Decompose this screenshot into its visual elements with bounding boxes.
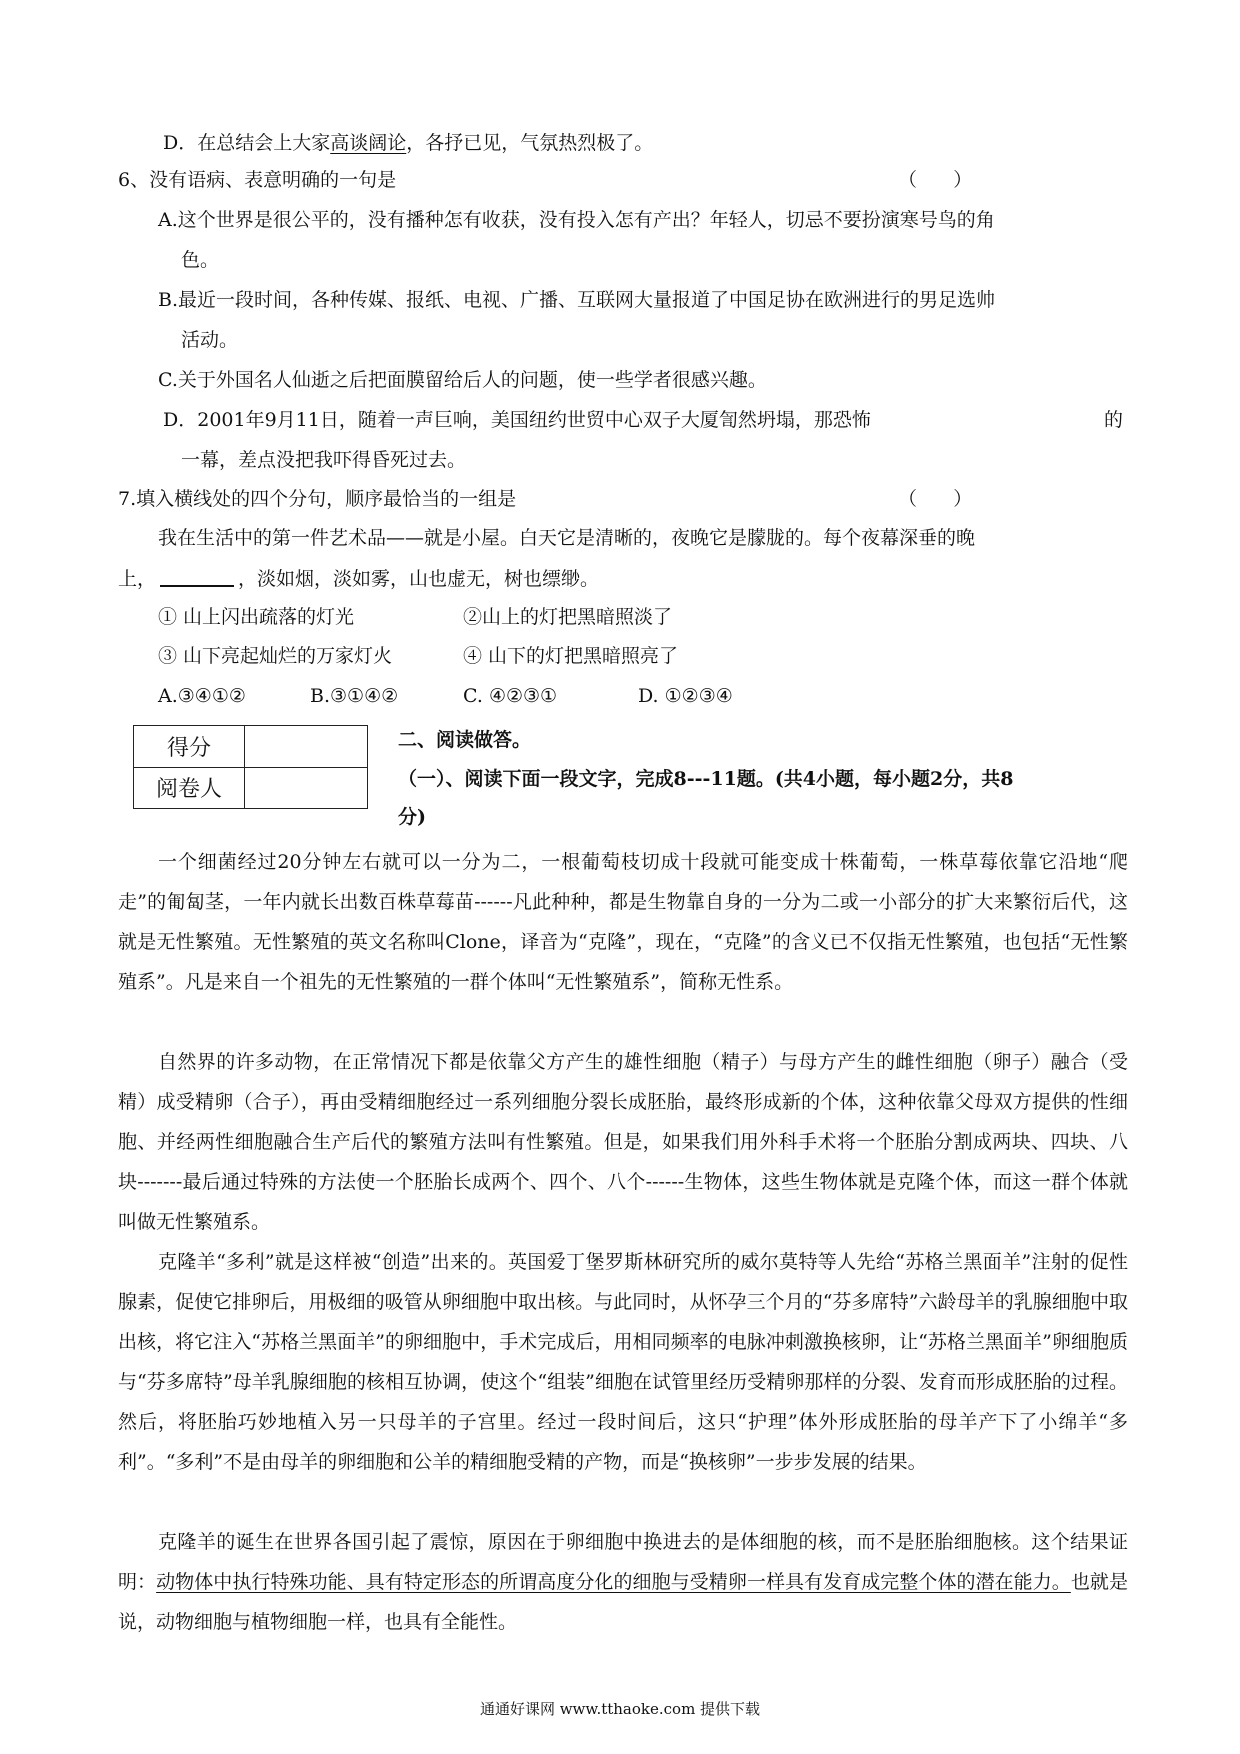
passage-paragraph-1: 一个细菌经过20分钟左右就可以一分为二，一根葡萄枝切成十段就可能变成十株葡萄，一株草莓依靠它沿地“爬走”的匍匐茎，一年内就长出数百株草莓苗------凡此种种，都是生物靠自身的一分为二或一小部分的扩大来繁衍后代，这就是无性繁殖。无性繁殖的英文名称叫Clone，译音为“克隆”，现在，“克隆”的含义已不仅指无性繁殖，也包括“无性繁殖系”。凡是来自一个祖先的无性繁殖的一群个体叫“无性繁殖系”，简称无性系。 — [118, 851, 1128, 993]
passage-paragraph-4 — [118, 1522, 1128, 1642]
q5-option-d — [163, 128, 653, 158]
q6-option-a-line1: A.这个世界是很公平的，没有播种怎有收获，没有投入怎有产出？年轻人，切忌不要扮演寒号鸟的角 — [158, 209, 995, 231]
q6-option-d-line1-end: 的 — [1104, 409, 1124, 431]
q6-option-d-line2: 一幕，差点没把我吓得昏死过去。 — [181, 449, 467, 471]
q6-option-a-line2: 色。 — [181, 249, 220, 271]
q7-stem: 7.填入横线处的四个分句，顺序最恰当的一组是 — [118, 488, 517, 510]
q6-option-b-line2: 活动。 — [181, 329, 239, 351]
grader-label: 阅卷人 — [134, 767, 245, 809]
passage-p4-underlined: 动物体中执行特殊功能、具有特定形态的所谓高度分化的细胞与受精卵一样具有发育成完整个体的潜在能力。 — [156, 1571, 1071, 1593]
q7-choice-a: A.③④①② — [158, 685, 246, 707]
q6-option-c: C.关于外国名人仙逝之后把面膜留给后人的问题，使一些学者很感兴趣。 — [158, 369, 767, 391]
grader-cell[interactable] — [245, 767, 368, 809]
q7-item-1: ① 山上闪出疏落的灯光 — [158, 606, 355, 628]
section-2-title: 二、阅读做答。 — [398, 729, 532, 751]
q7-choice-d: D. ①②③④ — [638, 685, 733, 707]
passage-p4-end: 也就是说，动物细胞与植物细胞一样，也具有全能性。 — [118, 1571, 1128, 1633]
page-footer: 通通好课网 www.tthaoke.com 提供下载 — [479, 1700, 761, 1718]
q5-option-d-underlined: 高谈阔论 — [330, 132, 407, 154]
q6-answer-paren: （ ） — [898, 169, 973, 191]
passage-p4-start: 克隆羊的诞生在世界各国引起了震惊，原因在于卵细胞中换进去的是体细胞的核，而不是胚胎细胞核。这个结果证明： — [118, 1531, 1128, 1593]
q7-item-3: ③ 山下亮起灿烂的万家灯火 — [158, 645, 393, 667]
grader-row — [134, 767, 368, 809]
q7-text-line1: 我在生活中的第一件艺术品——就是小屋。白天它是清晰的，夜晚它是朦胧的。每个夜幕深垂的晚 — [158, 527, 976, 549]
q7-item-2: ②山上的灯把黑暗照淡了 — [463, 606, 673, 628]
score-table — [133, 725, 368, 809]
q7-text-line2 — [118, 563, 599, 594]
q7-text-line2-end: ，淡如烟，淡如雾，山也虚无，树也缥缈。 — [238, 568, 600, 590]
q6-option-b-line1: B.最近一段时间，各种传媒、报纸、电视、广播、互联网大量报道了中国足协在欧洲进行的男足选帅 — [158, 289, 996, 311]
q7-answer-paren: （ ） — [898, 488, 973, 510]
passage-paragraph-3: 克隆羊“多利”就是这样被“创造”出来的。英国爱丁堡罗斯林研究所的威尔莫特等人先给“苏格兰黑面羊”注射的促性腺素，促使它排卵后，用极细的吸管从卵细胞中取出核。与此同时，从怀孕三个月的“芬多席特”六龄母羊的乳腺细胞中取出核，将它注入“苏格兰黑面羊”的卵细胞中，手术完成后，用相同频率的电脉冲刺激换核卵，让“苏格兰黑面羊”卵细胞质与“芬多席特”母羊乳腺细胞的核相互协调，使这个“组装”细胞在试管里经历受精卵那样的分裂、发育而形成胚胎的过程。然后，将胚胎巧妙地植入另一只母羊的子宫里。经过一段时间后，这只“护理”体外形成胚胎的母羊产下了小绵羊“多利”。“多利”不是由母羊的卵细胞和公羊的精细胞受精的产物，而是“换核卵”一步步发展的结果。 — [118, 1251, 1128, 1473]
q5-option-d-rest: ，各抒已见，气氛热烈极了。 — [406, 132, 654, 154]
q7-fill-blank — [160, 563, 234, 587]
score-row — [134, 726, 368, 768]
section-2-instructions-line1: （一）、阅读下面一段文字，完成8---11题。(共4小题，每小题2分，共8 — [398, 768, 1014, 790]
section-2-instructions-line2: 分) — [398, 806, 426, 828]
q5-option-d-text: D．在总结会上大家 — [163, 132, 331, 154]
q7-choice-c: C. ④②③① — [463, 685, 558, 707]
q7-text-line2-start: 上， — [118, 568, 157, 590]
score-cell[interactable] — [245, 726, 368, 768]
q7-choice-b: B.③①④② — [310, 685, 399, 707]
q7-item-4: ④ 山下的灯把黑暗照亮了 — [463, 645, 679, 667]
q6-option-d-line1: D．2001年9月11日，随着一声巨响，美国纽约世贸中心双子大厦訇然坍塌，那恐怖 — [163, 409, 871, 431]
passage-paragraph-2: 自然界的许多动物，在正常情况下都是依靠父方产生的雄性细胞（精子）与母方产生的雌性细胞（卵子）融合（受精）成受精卵（合子），再由受精细胞经过一系列细胞分裂长成胚胎，最终形成新的个体，这种依靠父母双方提供的性细胞、并经两性细胞融合生产后代的繁殖方法叫有性繁殖。但是，如果我们用外科手术将一个胚胎分割成两块、四块、八块-------最后通过特殊的方法使一个胚胎长成两个、四个、八个------生物体，这些生物体就是克隆个体，而这一群个体就叫做无性繁殖系。 — [118, 1051, 1128, 1233]
score-label: 得分 — [134, 726, 245, 768]
q6-stem: 6、没有语病、表意明确的一句是 — [118, 169, 397, 191]
